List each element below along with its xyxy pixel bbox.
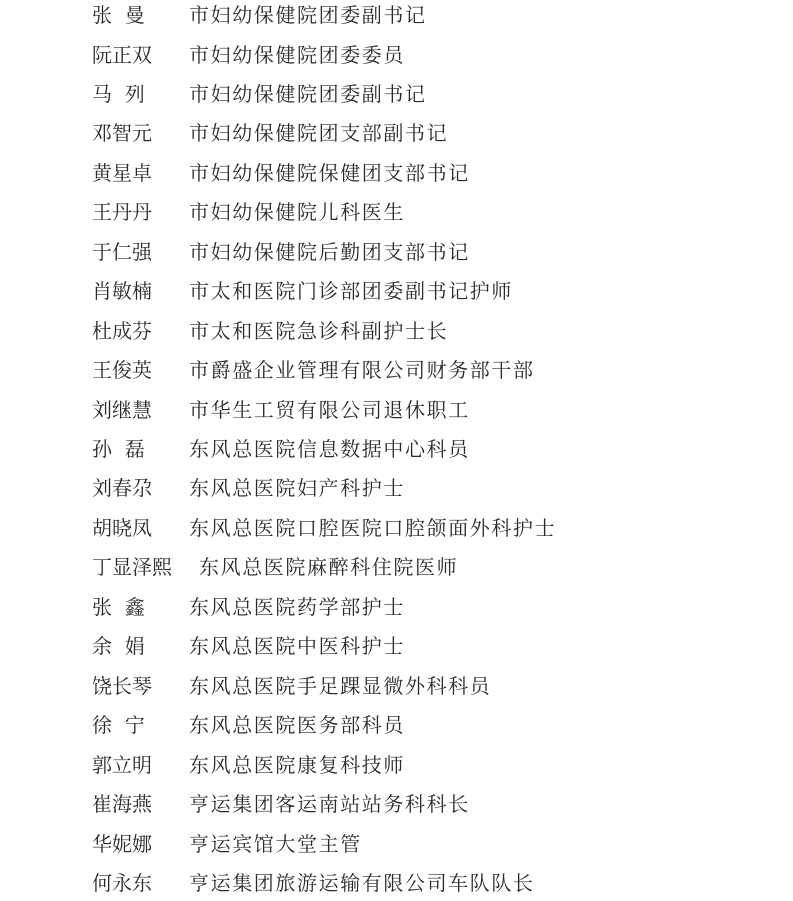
person-name: 马 列	[92, 81, 145, 106]
person-role: 市爵盛企业管理有限公司财务部干部	[189, 358, 535, 383]
person-role: 东风总医院康复科技师	[189, 752, 405, 777]
person-name: 阮正双	[92, 42, 152, 67]
person-role: 市妇幼保健院保健团支部书记	[189, 160, 470, 185]
roster-row	[0, 37, 793, 73]
person-name: 于仁强	[92, 239, 152, 264]
roster-row	[0, 155, 793, 191]
person-role: 市妇幼保健院团委副书记	[189, 3, 427, 27]
person-role: 东风总医院药学部护士	[189, 594, 405, 619]
roster-row	[0, 589, 793, 625]
roster-row	[0, 826, 793, 862]
person-name: 饶长琴	[92, 673, 152, 698]
roster-row	[0, 352, 793, 388]
person-name: 徐 宁	[92, 713, 145, 738]
person-role: 东风总医院妇产科护士	[189, 476, 405, 501]
person-role: 亨运集团客运南站站务科科长	[189, 792, 470, 816]
person-name: 郭立明	[92, 752, 152, 777]
roster-row	[0, 431, 793, 467]
roster-row	[0, 668, 793, 704]
person-role: 市太和医院急诊科副护士长	[189, 318, 449, 343]
roster-row	[0, 549, 793, 585]
person-role: 东风总医院信息数据中心科员	[189, 437, 470, 461]
roster-row	[0, 628, 793, 664]
person-name: 刘继慧	[92, 397, 152, 422]
person-role: 亨运集团旅游运输有限公司车队队长	[189, 870, 535, 895]
roster-row	[0, 76, 793, 112]
person-name: 崔海燕	[92, 792, 152, 816]
person-name: 邓智元	[92, 121, 152, 146]
person-name: 王丹丹	[92, 200, 152, 225]
roster-row	[0, 234, 793, 270]
person-role: 东风总医院口腔医院口腔颌面外科护士	[189, 515, 557, 540]
person-name: 华妮娜	[92, 831, 152, 856]
person-role: 市太和医院门诊部团委副书记护师	[189, 279, 513, 304]
person-name: 何永东	[92, 870, 152, 895]
person-role: 东风总医院医务部科员	[189, 713, 405, 738]
roster-row	[0, 392, 793, 428]
person-name: 张 鑫	[92, 594, 145, 619]
person-role: 市妇幼保健院团支部副书记	[189, 121, 449, 146]
roster-row	[0, 115, 793, 151]
roster-row	[0, 747, 793, 783]
roster-row	[0, 313, 793, 349]
person-name: 黄星卓	[92, 160, 152, 185]
roster-row	[0, 865, 793, 901]
person-role: 市妇幼保健院团委委员	[189, 42, 405, 67]
roster-row	[0, 0, 793, 33]
person-name: 肖敏楠	[92, 279, 152, 304]
person-role: 东风总医院手足踝显微外科科员	[189, 673, 492, 698]
person-role: 市华生工贸有限公司退休职工	[189, 397, 470, 422]
roster-row	[0, 786, 793, 822]
person-name: 胡晓凤	[92, 515, 152, 540]
person-name: 孙 磊	[92, 437, 145, 461]
roster-row	[0, 273, 793, 309]
person-role: 东风总医院中医科护士	[189, 634, 405, 659]
person-role: 市妇幼保健院团委副书记	[189, 81, 427, 106]
roster-row	[0, 194, 793, 230]
person-name: 王俊英	[92, 358, 152, 383]
roster-row	[0, 707, 793, 743]
person-name: 丁显泽熙	[92, 555, 172, 580]
roster-row	[0, 510, 793, 546]
roster-row	[0, 470, 793, 506]
person-name: 张 曼	[92, 3, 145, 27]
person-role: 亨运宾馆大堂主管	[189, 831, 362, 856]
person-name: 刘春尕	[92, 476, 152, 501]
person-role: 东风总医院麻醉科住院医师	[199, 555, 459, 580]
person-name: 杜成芬	[92, 318, 152, 343]
person-role: 市妇幼保健院儿科医生	[189, 200, 405, 225]
person-role: 市妇幼保健院后勤团支部书记	[189, 239, 470, 264]
person-name: 余 娟	[92, 634, 145, 659]
